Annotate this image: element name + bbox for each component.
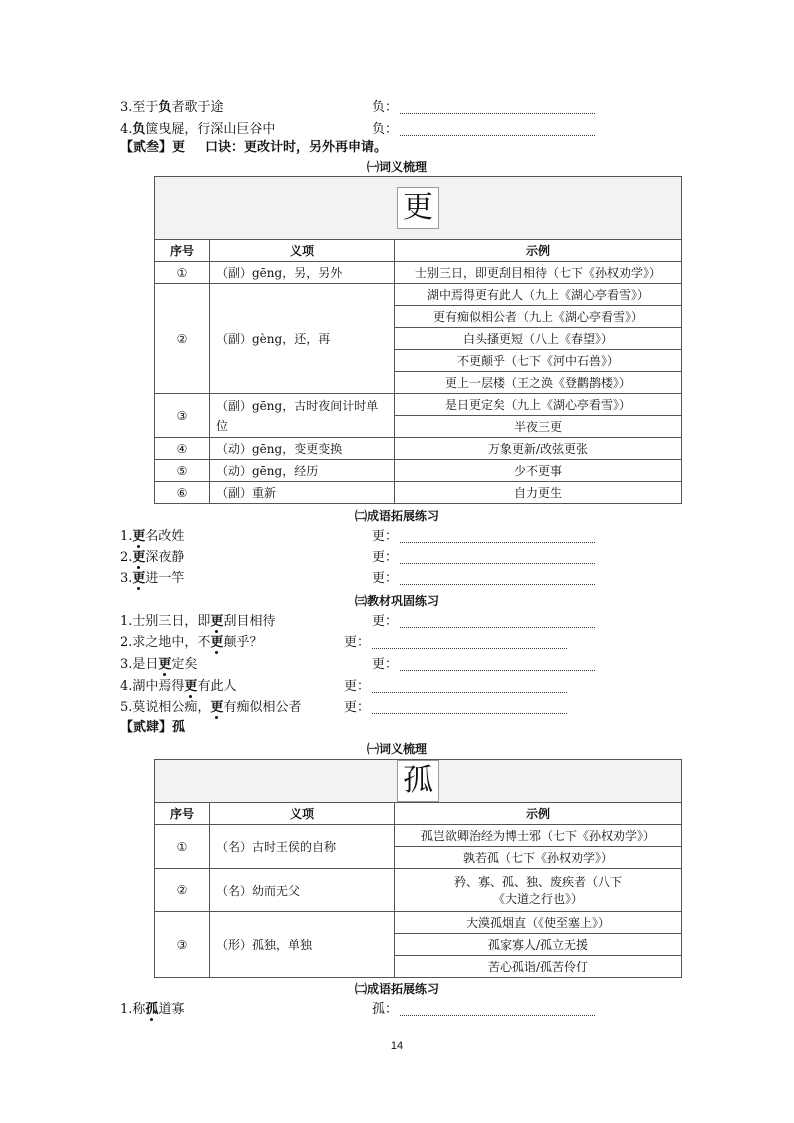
table-row: ① （副）gēng，另，另外 士别三日，即更刮目相待（七下《孙权劝学》） (155, 262, 682, 284)
idiom-line: 1.更名改姓 (120, 529, 185, 544)
textbook-line: 5.莫说相公痴，更有痴似相公者 (120, 700, 302, 715)
subheading-idiom: ㈡成语拓展练习 (354, 982, 439, 996)
idiom-line: 3.更进一竿 (120, 571, 185, 586)
section-heading-geng: 【贰叁】更 口诀：更改计时，另外再申请。 (120, 140, 388, 155)
answer-field[interactable]: 更： (372, 569, 595, 589)
col-header: 义项 (210, 240, 395, 262)
answer-field[interactable]: 更： (344, 698, 567, 718)
answer-field[interactable]: 孤： (372, 1000, 595, 1020)
character-box: 更 (397, 187, 439, 229)
col-header: 序号 (155, 803, 210, 825)
subheading-idiom: ㈡成语拓展练习 (354, 509, 439, 523)
table-row: ② （副）gèng，还，再 湖中焉得更有此人（九上《湖心亭看雪》） (155, 284, 682, 306)
exercise-line: 4.负箧曳屣，行深山巨谷中 (120, 122, 276, 137)
answer-field[interactable]: 负： (372, 120, 595, 140)
col-header: 示例 (395, 240, 682, 262)
answer-field[interactable]: 更： (344, 677, 567, 697)
gu-meaning-table: 孤 序号 义项 示例 ① （名）古时王侯的自称 孤岂欲卿治经为博士邪（七下《孙权劝学》） 孰若孤（七下《孙权劝学》） ② （名）幼而无父 矜、寡、孤、独、废疾者（八下《大道之行也》） ③ （形）孤独，单独 大漠孤烟直（《使至塞上》） 孤家寡人/孤立无援 苦心孤诣/孤苦伶仃 (154, 759, 682, 978)
table-row: ④ （动）gēng，变更变换 万象更新/改弦更张 (155, 438, 682, 460)
answer-field[interactable]: 更： (372, 612, 595, 632)
table-row: ⑥ （副）重新 自力更生 (155, 482, 682, 504)
textbook-line: 3.是日更定矣 (120, 657, 198, 672)
table-row: ② （名）幼而无父 矜、寡、孤、独、废疾者（八下《大道之行也》） (155, 869, 682, 912)
table-row: ⑤ （动）gēng，经历 少不更事 (155, 460, 682, 482)
idiom-line: 1.称孤道寡 (120, 1002, 185, 1017)
subheading-meaning: ㈠词义梳理 (366, 160, 427, 174)
answer-field[interactable]: 更： (344, 633, 567, 653)
textbook-line: 4.湖中焉得更有此人 (120, 679, 237, 694)
idiom-line: 2.更深夜静 (120, 550, 185, 565)
col-header: 序号 (155, 240, 210, 262)
answer-field[interactable]: 更： (372, 527, 595, 547)
subheading-meaning: ㈠词义梳理 (366, 742, 427, 756)
section-heading-gu: 【贰肆】孤 (120, 720, 186, 735)
answer-field[interactable]: 负： (372, 98, 595, 118)
exercise-line: 3.至于负者歌于途 (120, 100, 224, 115)
col-header: 义项 (210, 803, 395, 825)
character-box: 孤 (397, 760, 439, 802)
col-header: 示例 (395, 803, 682, 825)
textbook-line: 2.求之地中，不更颠乎？ (120, 635, 263, 650)
table-row: ① （名）古时王侯的自称 孤岂欲卿治经为博士邪（七下《孙权劝学》） (155, 825, 682, 847)
answer-field[interactable]: 更： (372, 655, 595, 675)
table-row: ③ （形）孤独，单独 大漠孤烟直（《使至塞上》） (155, 912, 682, 934)
answer-field[interactable]: 更： (372, 548, 595, 568)
page-number: 14 (390, 1040, 404, 1052)
geng-meaning-table: 更 序号 义项 示例 ① （副）gēng，另，另外 士别三日，即更刮目相待（七下《孙权劝学》） ② （副）gèng，还，再 湖中焉得更有此人（九上《湖心亭看雪》） 更有痴似相公者（九上《湖心亭看雪》） 白头搔更短（八上《春望》） 不更颠乎（七下《河中石兽》） 更上一层楼（王之涣《登鹳鹊楼》） ③ （副）gēng，古时夜间计时单位 是日更定矣（九上《湖心亭看雪》） 半夜三更 ④ （动）gēng，变更变换 万象更新/改弦更张 ⑤ （动）gēng，经历 少不更事 ⑥ （副）重新 自力更生 (154, 176, 682, 504)
textbook-line: 1.士别三日，即更刮目相待 (120, 614, 276, 629)
subheading-textbook: ㈢教材巩固练习 (354, 594, 439, 608)
table-row: ③ （副）gēng，古时夜间计时单位 是日更定矣（九上《湖心亭看雪》） (155, 394, 682, 416)
